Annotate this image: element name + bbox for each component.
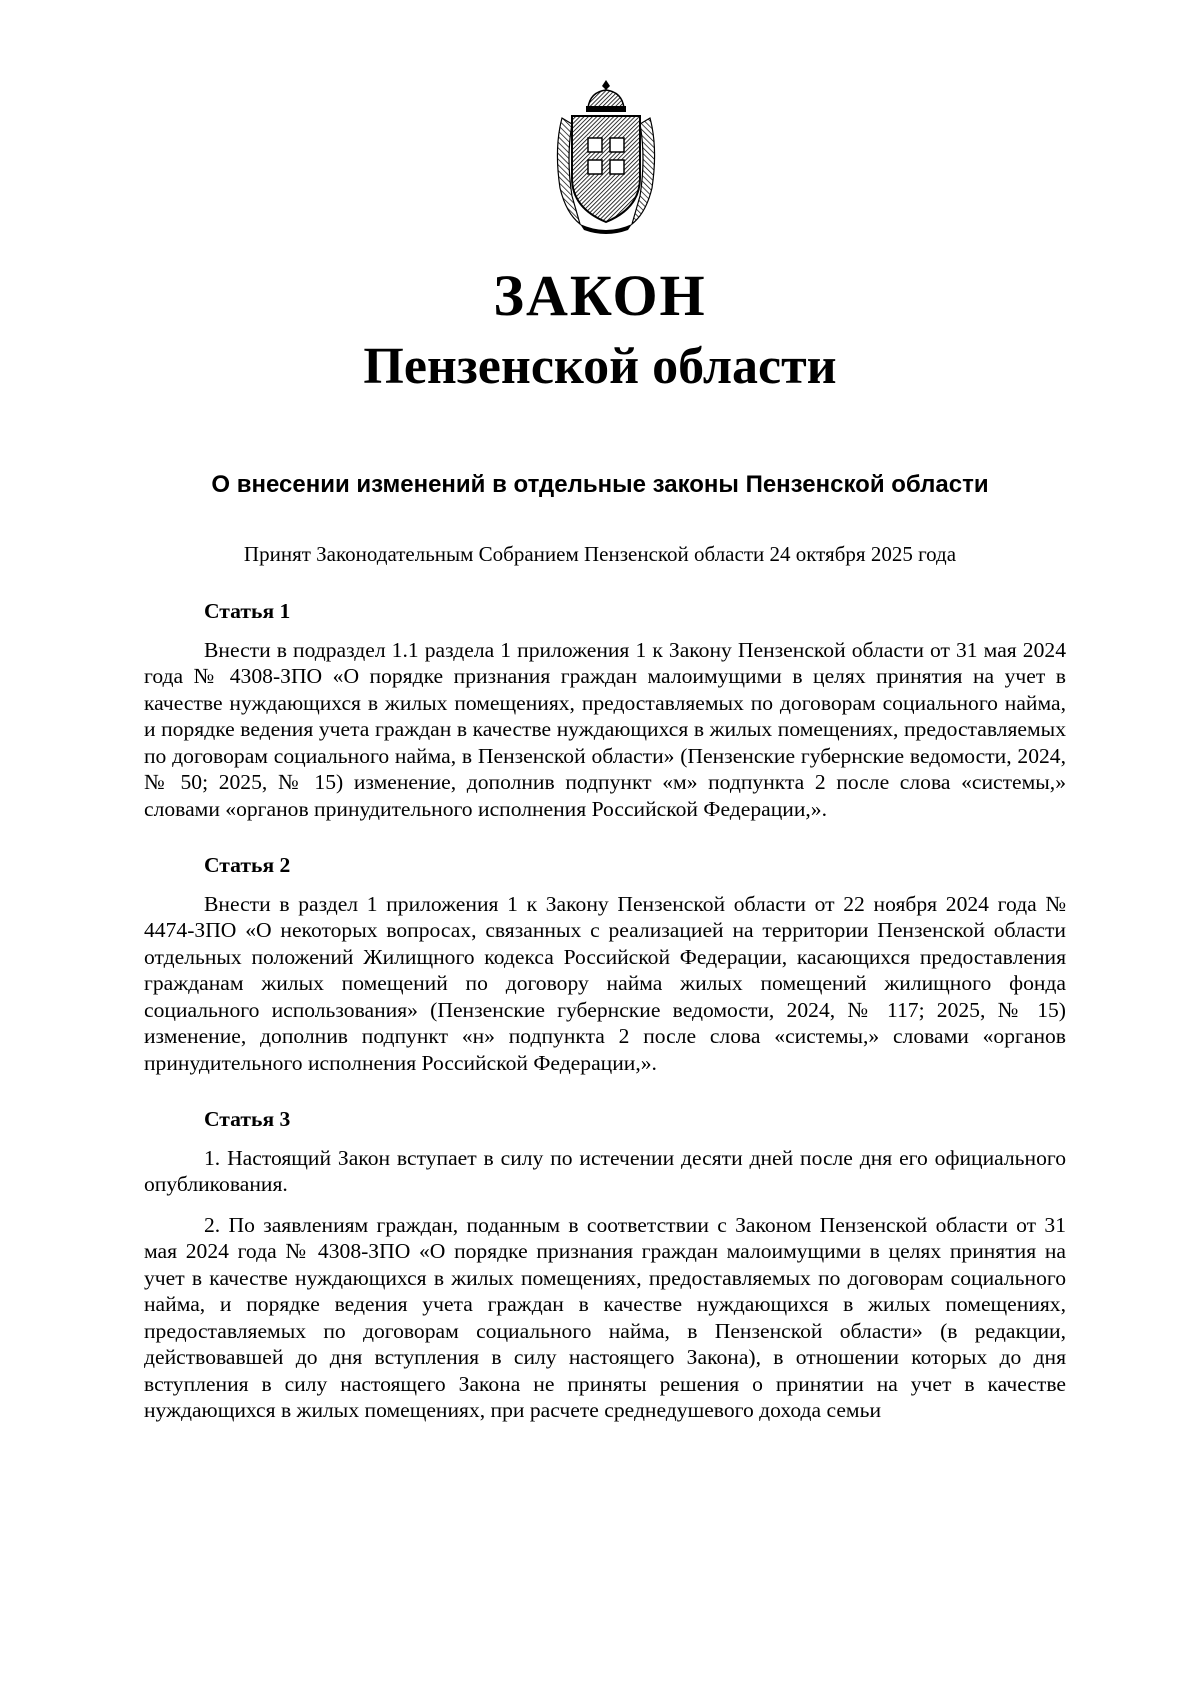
document-title: ЗАКОН (493, 263, 707, 328)
article-2-heading: Статья 2 (204, 853, 291, 877)
article-3-heading: Статья 3 (204, 1107, 291, 1131)
article-3-paragraph-1: 1. Настоящий Закон вступает в силу по истечении десяти дней после дня его официального опубликования. (144, 1145, 1066, 1196)
article-1-heading: Статья 1 (204, 599, 291, 623)
document-subtitle: Пензенской области (363, 338, 837, 395)
document-body (144, 598, 1066, 1424)
adoption-note: Принят Законодательным Собранием Пензенской области 24 октября 2025 года (243, 542, 957, 566)
penza-oblast-coat-of-arms-icon (550, 78, 662, 236)
article-2-paragraph-1: Внести в раздел 1 приложения 1 к Закону Пензенской области от 22 ноября 2024 года № 4474-ЗПО «О некоторых вопросах, связанных с реализацией на территории Пензенской области отдельных положений Жилищного кодекса Российской Федерации, касающихся предоставления гражданам жилых помещений по договору найма жилых помещений жилищного фонда социального использования» (Пензенские губернские ведомости, 2024, № 117; 2025, № 15) изменение, дополнив подпункт «н» подпункта 2 после слова «системы,» словами «органов принудительного исполнения Российской Федерации,». (144, 891, 1066, 1075)
article-1-paragraph-1: Внести в подраздел 1.1 раздела 1 приложения 1 к Закону Пензенской области от 31 мая 2024 года № 4308-ЗПО «О порядке признания граждан малоимущими в целях принятия на учет в качестве нуждающихся в жилых помещениях, предоставляемых по договорам социального найма, и порядке ведения учета граждан в качестве нуждающихся в жилых помещениях, предоставляемых по договорам социального найма, в Пензенской области» (Пензенские губернские ведомости, 2024, № 50; 2025, № 15) изменение, дополнив подпункт «м» подпункта 2 после слова «системы,» словами «органов принудительного исполнения Российской Федерации,». (144, 637, 1066, 821)
article-3-paragraph-2: 2. По заявлениям граждан, поданным в соответствии с Законом Пензенской области от 31 мая 2024 года № 4308-ЗПО «О порядке признания граждан малоимущими в целях принятия на учет в качестве нуждающихся в жилых помещениях, предоставляемых по договорам социального найма, и порядке ведения учета граждан в качестве нуждающихся в жилых помещениях, предоставляемых по договорам социального найма, в Пензенской области» (в редакции, действовавшей до дня вступления в силу настоящего Закона), в отношении которых до дня вступления в силу настоящего Закона не приняты решения о принятии на учет в качестве нуждающихся в жилых помещениях, при расчете среднедушевого дохода семьи (144, 1212, 1066, 1422)
law-name: О внесении изменений в отдельные законы Пензенской области (211, 471, 989, 498)
